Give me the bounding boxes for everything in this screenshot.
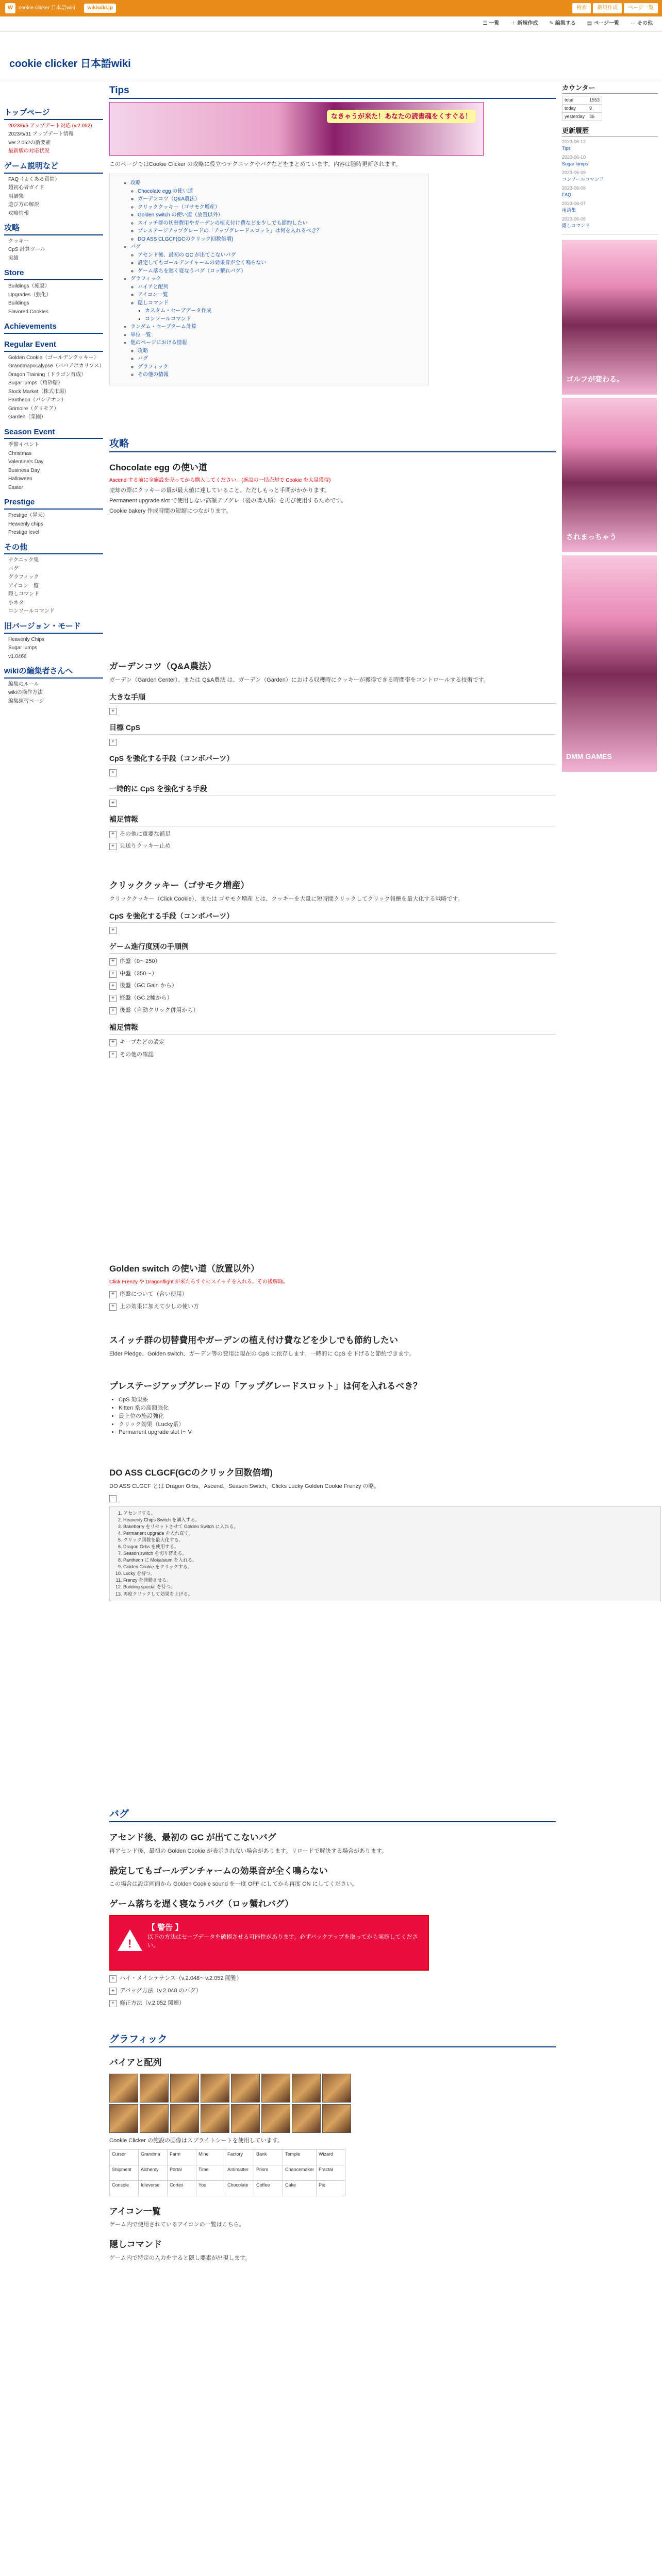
table-cell: Console [110, 2180, 139, 2196]
sprite-image [140, 2074, 169, 2103]
plus-icon[interactable]: + [109, 800, 117, 807]
nav-item[interactable]: Garden（菜園） [8, 414, 46, 420]
nav-item[interactable]: 遊び方の解説 [8, 202, 39, 208]
choc-red-text: Ascend する前に全施設を売ってから購入してください。(施設の一括売却で Cookie を大量獲得) [109, 478, 331, 484]
table-row [562, 112, 602, 121]
sprite-image [170, 2074, 199, 2103]
fold-toggle[interactable]: + 終盤（GC 2種から） [109, 994, 556, 1003]
toc-item[interactable]: • バグ ◦ アセンド後、最初の GC が出てこないバグ ◦ 設定してもゴールデンチャームの効果音が全く鳴らない ◦ ゲーム落ちを遅く寝なうバグ（ロッ蟹れバグ） [130, 244, 420, 275]
sprite-image [109, 2104, 138, 2133]
nav-item[interactable]: 隠しコマンド [8, 591, 39, 598]
toc-item[interactable]: ◦ その他の情報 [138, 371, 420, 379]
do-steps-box [109, 1506, 661, 1601]
sprite-image [201, 2104, 229, 2133]
nav-item[interactable]: Upgrades（強化） [8, 292, 52, 298]
sprite-image [140, 2104, 169, 2133]
nav-item[interactable]: Buildings [8, 300, 29, 306]
pu-list [119, 1396, 556, 1437]
table-cell: Time [196, 2165, 225, 2180]
table-cell: Mine [196, 2149, 225, 2165]
warning-text: 以下の方法はセーブデータを破損させる可能性があります。必ずバックアップを取ってから実施してください。 [147, 1934, 418, 1948]
nav-item[interactable]: Prestige level [8, 530, 40, 535]
table-cell: Alchemy [139, 2165, 168, 2180]
heading-garden: ガーデンコツ（Q&A農法） [109, 662, 217, 672]
toc-item[interactable]: ◦ バイアと配列 [138, 284, 420, 292]
toc-item[interactable]: ◦ ガーデンコツ（Q&A農法） [138, 196, 420, 204]
sprite-image [261, 2104, 290, 2133]
list-item: 4. Permanent upgrade を入れ直す。 [123, 1530, 655, 1537]
gs-red-text: Click Frenzy や Dragonflight が来たらすぐにスイッチを入れる。その後解除。 [109, 1279, 288, 1285]
list-item: 9. Golden Cookie をクリックする。 [123, 1564, 655, 1570]
heading-bug1: アセンド後、最初の GC が出てこないバグ [109, 1833, 276, 1843]
nav-item[interactable]: 季節イベント [8, 442, 39, 448]
list-item: 10. Lucky を待つ。 [123, 1570, 655, 1577]
pencil-icon[interactable]: ✎ 編集する [549, 21, 576, 27]
click-sub: CpS を強化する手段（コンボパーツ） [109, 911, 556, 923]
sprite-image [292, 2074, 321, 2103]
heading-hidden: 隠しコマンド [109, 2240, 162, 2250]
update-item[interactable]: 2023-06-08 FAQ [562, 185, 586, 198]
plus-icon[interactable]: + [109, 1039, 117, 1046]
page-list-button[interactable]: ページ一覧 [624, 3, 658, 14]
toc-item[interactable]: ◦ プレステージアップグレードの「アップグレードスロット」は何を入れるべき？ [138, 228, 420, 235]
plus-icon[interactable]: + [109, 927, 117, 934]
fold-toggle[interactable]: + 上の効果に加えて少しの使い方 [109, 1303, 556, 1311]
nav-heading-strat: 攻略 [4, 223, 103, 235]
table-cell: Idleverse [139, 2180, 168, 2196]
page-toolbar [0, 16, 662, 32]
nav-guide [4, 176, 103, 218]
wiki-title[interactable]: cookie clicker 日本語wiki [9, 58, 131, 70]
toc-item[interactable]: ◦ グラフィック [138, 364, 420, 371]
plus-icon[interactable]: + [109, 739, 117, 746]
heading-click: クリッククッキー（ゴサモク増産） [109, 880, 250, 891]
ad-tall-1[interactable]: ゴルフが変わる。 [562, 240, 657, 395]
nav-heading-top[interactable]: トップページ [4, 107, 103, 120]
list-item: 2. Heavenly Chips Switch を購入する。 [123, 1517, 655, 1523]
nav-heading-store: Store [4, 267, 103, 280]
nav-heading-guide: ゲーム説明など [4, 161, 103, 174]
toc-item[interactable]: • 単位一覧 [130, 332, 420, 340]
garden-sub: 補足情報 [109, 814, 556, 826]
toc-item[interactable]: ▪ コンソールコマンド [145, 316, 420, 324]
nav-item[interactable]: Grimoire（グリモア） [8, 405, 59, 412]
list-item: • CpS 効果系 [119, 1396, 556, 1404]
nav-item[interactable]: Sugar lumps（角砂糖） [8, 380, 63, 386]
list-item: 12. Building special を待つ。 [123, 1584, 655, 1590]
choc-text: 売却の際にクッキーの量が最大値に達していること。ただしもっと手間がかかります。 [109, 487, 330, 494]
sprite-image [322, 2104, 351, 2133]
nav-item[interactable]: Stock Market（株式市場） [8, 388, 70, 395]
bug2-text: この場合は設定画面から Golden Cookie sound を一度 OFF にしてから再度 ON にしてください。 [109, 1881, 358, 1888]
nav-item[interactable]: 超初心者ガイド [8, 185, 44, 191]
left-sidebar [4, 102, 103, 706]
nav-item[interactable]: Sugar lumps [8, 645, 38, 651]
nav-season [4, 442, 103, 492]
nav-item[interactable]: 攻略情報 [8, 210, 29, 216]
plus-icon[interactable]: + [109, 843, 117, 850]
table-cell: Bank [254, 2149, 283, 2165]
plus-icon[interactable]: + [109, 1988, 117, 1995]
ad-banner[interactable] [109, 102, 484, 156]
table-cell: You [196, 2180, 225, 2196]
garden-sub: 大きな手順 [109, 692, 556, 704]
nav-item[interactable]: Grandmapocalypse（ババアポカリプス） [8, 363, 105, 369]
fold-toggle[interactable]: + 序盤（0〜250） [109, 958, 556, 966]
nav-news [4, 123, 103, 156]
nav-item[interactable]: Heavenly Chips [8, 636, 45, 642]
table-cell: Factory [225, 2149, 254, 2165]
fold-toggle[interactable]: + キーブなどの設定 [109, 1039, 556, 1047]
nav-item[interactable]: Dragon Training（ドラゴン育成） [8, 371, 87, 378]
sprite-image [292, 2104, 321, 2133]
update-item[interactable]: 2023-06-12 Tips [562, 139, 586, 151]
counter-table [562, 96, 602, 121]
toc-item[interactable]: • 他のページにおける情報 ◦ 攻略 ◦ バグ ◦ グラフィック ◦ その他の情報 [130, 340, 420, 379]
update-item[interactable]: 2023-06-06 隠しコマンド [562, 216, 590, 229]
icons-text: ゲーム内で使用されているアイコンの一覧はこちら。 [109, 2222, 245, 2228]
plus-icon[interactable]: + [109, 2000, 117, 2007]
table-row [110, 2165, 345, 2180]
sprite-image [109, 2074, 138, 2103]
table-cell: Fractal [317, 2165, 345, 2180]
garden-sub: 一時的に CpS を強化する手段 [109, 784, 556, 795]
dots-icon[interactable]: ⋯ その他 [631, 21, 653, 27]
toc-item[interactable]: ◦ アセンド後、最初の GC が出てこないバグ [138, 252, 420, 260]
table-cell: Coffee [254, 2180, 283, 2196]
table-cell: Cursor [110, 2149, 139, 2165]
names-table [109, 2149, 345, 2196]
fold-toggle[interactable] [109, 708, 556, 715]
nav-item[interactable]: 用語集 [8, 193, 24, 199]
plus-icon[interactable]: + [109, 1007, 117, 1014]
table-cell: 1553 [587, 96, 602, 104]
table-cell: Shipment [110, 2165, 139, 2180]
wikiwiki-badge[interactable]: wikiwiki.jp [84, 4, 115, 13]
table-row [110, 2149, 345, 2165]
nav-item[interactable]: Business Day [8, 467, 40, 473]
garden-sub: CpS を強化する手段（コンボパーツ） [109, 753, 556, 765]
nav-heading-prestige: Prestige [4, 497, 103, 510]
nav-item[interactable]: v1.0466 [8, 653, 27, 659]
nav-item[interactable]: Pantheon（パンテオン） [8, 397, 67, 403]
main-content [109, 83, 556, 2265]
plus-icon[interactable]: + [109, 995, 117, 1002]
switch-text: Elder Pledge、Golden switch、ガーデン等の費用は現在の CpS に依存します。一時的に CpS を下げると節約できます。 [109, 1351, 415, 1358]
fold-toggle[interactable]: + 中盤（250〜） [109, 970, 556, 978]
plus-icon[interactable]: + [109, 958, 117, 965]
table-cell: Farm [168, 2149, 196, 2165]
page-title: Tips [109, 83, 556, 99]
table-cell: today [562, 104, 587, 112]
table-cell: total [562, 96, 587, 104]
sprite-image [322, 2074, 351, 2103]
warning-title: 【 警告 】 [147, 1923, 183, 1932]
banner-text: なきゃうが来た！あなたの読書魂をくすぐる！ [327, 110, 476, 124]
table-cell: Grandma [139, 2149, 168, 2165]
heading-bug2: 設定してもゴールデンチャームの効果音が全く鳴らない [109, 1866, 328, 1876]
table-cell: Wizard [317, 2149, 345, 2165]
nav-old [4, 636, 103, 661]
table-row [562, 96, 602, 104]
section-bug: バグ [109, 1807, 556, 1823]
plus-icon[interactable]: + [109, 1975, 117, 1982]
nav-item[interactable]: クッキー [8, 238, 29, 244]
ad-tall-3[interactable]: DMM GAMES [562, 555, 657, 772]
garden-sub: 目標 CpS [109, 722, 556, 734]
top-tools [572, 3, 662, 14]
plus-icon[interactable]: + [109, 982, 117, 990]
plus-icon[interactable]: + [109, 1291, 117, 1298]
toc-item[interactable]: • ランダム・セーブターム計算 [130, 324, 420, 331]
nav-item[interactable]: Easter [8, 484, 23, 490]
nav-item[interactable]: テクニック集 [8, 557, 39, 564]
minus-icon[interactable]: − [109, 1495, 117, 1502]
plus-icon[interactable]: + [109, 971, 117, 978]
search-button[interactable]: 検索 [572, 3, 591, 14]
fold-toggle[interactable] [109, 769, 556, 776]
divider [562, 234, 658, 235]
toc-item[interactable]: • グラフィック ◦ バイアと配列 ◦ アイコン一覧 ◦ 隠しコマンド ▪ カスタム・セーブデータ作成 ▪ コンソールコマンド [130, 276, 420, 323]
update-item[interactable]: 2023-06-10 Sugar lumps [562, 154, 588, 166]
sprite-image [231, 2104, 260, 2133]
nav-heading-season: Season Event [4, 427, 103, 439]
toc-item[interactable]: ◦ Golden switch の使い道（放置以外） [138, 212, 420, 219]
doc-icon[interactable]: ▤ ページ一覧 [587, 21, 619, 27]
nav-item[interactable]: Buildings（施設） [8, 283, 50, 289]
fold-toggle[interactable]: + デバッグ方法（v.2.048 のバグ） [109, 1987, 556, 1995]
new-page-button[interactable]: 新規作成 [593, 3, 622, 14]
section-strat: 攻略 [109, 437, 556, 452]
fold-toggle[interactable] [109, 739, 556, 746]
list-item: • Permanent upgrade slot I〜V [119, 1429, 556, 1437]
nav-item[interactable]: 編集練習ページ [8, 698, 44, 704]
updates-title: 更新履歴 [562, 126, 658, 137]
nav-item[interactable]: Valentine's Day [8, 459, 44, 465]
toolbar-icons [483, 20, 662, 28]
table-cell: Temple [283, 2149, 317, 2165]
nav-heading-edit: wikiの編集者さんへ [4, 666, 103, 679]
sprite-image [231, 2074, 260, 2103]
list-item: • Kitten 系の高額強化 [119, 1404, 556, 1413]
nav-item[interactable]: wikiの操作方法 [8, 690, 43, 696]
toc-item[interactable]: ◦ クリッククッキー（ゴサモク増産） [138, 204, 420, 212]
intro-text: このページではCookie Clicker の攻略に役立つテクニックやバグなどをまとめています。内容は随時更新されます。 [109, 161, 401, 167]
nav-item[interactable]: Heavenly chips [8, 521, 43, 527]
nav-store [4, 283, 103, 316]
bug1-text: 再アセンド後、最初の Golden Cookie が表示されない場合があります。リロードで解決する場合があります。 [109, 1848, 388, 1854]
nav-item[interactable]: Ver.2.052の新要素 [8, 140, 51, 146]
plus-icon[interactable]: + [109, 769, 117, 776]
toc-item[interactable]: ▪ カスタム・セーブデータ作成 [145, 308, 420, 315]
table-of-contents [109, 174, 429, 385]
fold-toggle[interactable]: + 修正方法（v.2.052 関連） [109, 1999, 556, 2008]
gfx-text: Cookie Clicker の施設の画像はスプライトシートを使用しています。 [109, 2137, 283, 2144]
do-text: DO ASS CLGCF とは Dragon Orbs、Ascend、Season Switch、Clicks Lucky Golden Cookie Frenzy の略。 [109, 1483, 380, 1490]
counter-title: カウンター [562, 83, 658, 94]
warning-box [109, 1915, 429, 1971]
site-logo[interactable] [0, 3, 80, 13]
update-item[interactable]: 2023-06-09 コンソールコマンド [562, 170, 604, 182]
toc-item[interactable]: ◦ バグ [138, 355, 420, 363]
ad-tall-2[interactable]: されまっちゃう [562, 398, 657, 552]
warning-icon [118, 1929, 142, 1951]
fold-toggle[interactable]: + 序盤について（合い使用） [109, 1291, 556, 1299]
list-item: 3. Bakeberry をリセットさせて Golden Switch に入れる。 [123, 1523, 655, 1530]
table-cell: Cortex [168, 2180, 196, 2196]
table-row [562, 104, 602, 112]
list-item: 6. Dragon Orbs を使用する。 [123, 1544, 655, 1550]
fold-toggle[interactable]: + ハイ・メインテナンス（v.2.048〜v.2.052 閲覧） [109, 1975, 556, 1983]
table-cell: yesterday [562, 112, 587, 121]
heading-gfx-sub: バイアと配列 [109, 2058, 162, 2068]
plus-icon[interactable]: + [109, 831, 117, 838]
nav-item[interactable]: 小ネタ [8, 600, 24, 606]
heading-switch: スイッチ群の切替費用やガーデンの植え付け費などを少しでも節約したい [109, 1335, 398, 1346]
nav-item[interactable]: バグ [8, 566, 19, 572]
toc-item[interactable]: ◦ 攻略 [138, 348, 420, 355]
table-row [110, 2180, 345, 2196]
nav-item[interactable]: コンソールコマンド [8, 608, 55, 615]
table-cell: 36 [587, 112, 602, 121]
table-cell: Portal [168, 2165, 196, 2180]
heading-icons: アイコン一覧 [109, 2206, 161, 2216]
fold-toggle[interactable]: + 後盤（GC Gain から） [109, 982, 556, 990]
fold-toggle[interactable]: + 見送りクッキー止め [109, 842, 556, 851]
sprite-image [170, 2104, 199, 2133]
top-bar [0, 0, 662, 16]
list-item: 7. Season switch を切り替える。 [123, 1550, 655, 1557]
click-sub: 補足情報 [109, 1022, 556, 1034]
garden-text: ガーデン（Garden Center）、または Q&A農法 は、ガーデン（Garden）における収穫時にクッキーが獲得できる時間帯をコントロールする技術です。 [109, 677, 489, 684]
list-item: 8. Pantheon に Mokalsium を入れる。 [123, 1557, 655, 1564]
nav-item[interactable]: 2023/6/5 アップデート対応 (v.2.052) [8, 123, 92, 129]
nav-heading-misc: その他 [4, 542, 103, 555]
table-cell: Prism [254, 2165, 283, 2180]
toc-item[interactable]: ◦ 設定してもゴールデンチャームの効果音が全く鳴らない [138, 260, 420, 267]
nav-item[interactable]: グラフィック [8, 574, 39, 581]
fold-toggle[interactable]: + 後盤（自動クリック併用から） [109, 1007, 556, 1015]
click-text: クリッククッキー（Click Cookie）、または ゴサモク増産 とは、クッキーを大量に短時間クリックしてクリック報酬を最大化する戦略です。 [109, 896, 464, 903]
hidden-text: ゲーム内で特定の入力をすると隠し要素が出現します。 [109, 2255, 251, 2262]
nav-prestige [4, 512, 103, 537]
nav-item[interactable]: Halloween [8, 476, 32, 482]
nav-item[interactable]: 実績 [8, 255, 19, 261]
heading-choc: Chocolate egg の使い道 [109, 462, 207, 472]
list-icon[interactable]: ☰ 一覧 [483, 21, 500, 27]
click-sub: ゲーム進行度別の手順例 [109, 941, 556, 953]
table-cell: Pie [317, 2180, 345, 2196]
table-cell: Chancemaker [283, 2165, 317, 2180]
toc-item[interactable]: • 攻略 ◦ Chocolate egg の使い道 ◦ ガーデンコツ（Q&A農法） ◦ クリッククッキー（ゴサモク増産） ◦ Golden switch の使い道（放置以外） ◦ スイッチ群の切替費用やガーデンの植え付け費などを少しでも節約したい ◦ プレステージアップグレードの「アップグレードスロット」は何を入れるべき？ ◦ DO ASS CLGCF(GCのクリック回数倍増) [130, 180, 420, 243]
heading-bug3: ゲーム落ちを遅く寝なうバグ（ロッ蟹れバグ） [109, 1899, 294, 1909]
fold-toggle[interactable]: + その他の確認 [109, 1051, 556, 1059]
building-sprite-grid [109, 2074, 556, 2133]
list-item: 5. クリック回数を最大化する。 [123, 1537, 655, 1544]
plus-icon[interactable]: + [109, 708, 117, 715]
wiki-icon: W [5, 3, 15, 13]
toc-item[interactable]: ◦ スイッチ群の切替費用やガーデンの植え付け費などを少しでも節約したい [138, 220, 420, 228]
section-gfx: グラフィック [109, 2032, 556, 2048]
nav-item[interactable]: Flavored Cookies [8, 309, 48, 315]
list-item: • 最上位の施設強化 [119, 1413, 556, 1421]
nav-item[interactable]: 編集のルール [8, 681, 39, 687]
nav-strat [4, 238, 103, 263]
nav-item[interactable]: Golden Cookie（ゴールデンクッキー） [8, 354, 99, 361]
choc-text: Cookie bakery 作成時間の短縮につながります。 [109, 507, 232, 514]
page-header [0, 32, 662, 79]
heading-pu: プレステージアップグレードの「アップグレードスロット」は何を入れるべき？ [109, 1381, 422, 1392]
list-item: 11. Frenzy を発動させる。 [123, 1577, 655, 1584]
list-item: 1. アセンドする。 [123, 1510, 655, 1517]
table-cell: 9 [587, 104, 602, 112]
plus-icon[interactable]: ＋ 新規作成 [510, 21, 538, 27]
fold-toggle[interactable] [109, 800, 556, 807]
plus-icon[interactable]: + [109, 1051, 117, 1058]
fold-toggle[interactable] [109, 1495, 556, 1502]
toc-item[interactable]: ◦ Chocolate egg の使い道 [138, 188, 420, 196]
nav-heading-ach[interactable]: Achievements [4, 321, 103, 334]
nav-item[interactable]: アイコン一覧 [8, 583, 39, 589]
nav-item[interactable]: CpS 計算ツール [8, 247, 46, 253]
heading-gs: Golden switch の使い道（放置以外） [109, 1264, 259, 1274]
table-cell: Antimatter [225, 2165, 254, 2180]
nav-item[interactable]: Christmas [8, 450, 32, 456]
nav-heading-events: Regular Event [4, 339, 103, 352]
fold-toggle[interactable] [109, 927, 556, 934]
sprite-image [201, 2074, 229, 2103]
nav-events [4, 354, 103, 421]
toc-item[interactable]: ◦ ゲーム落ちを遅く寝なうバグ（ロッ蟹れバグ） [138, 268, 420, 276]
toc-item[interactable]: ◦ アイコン一覧 [138, 292, 420, 299]
nav-item[interactable]: 最新版の対応状況 [8, 148, 49, 155]
right-sidebar [562, 83, 658, 775]
nav-item[interactable]: FAQ（よくある質問） [8, 176, 60, 182]
toc-item[interactable]: ◦ 隠しコマンド ▪ カスタム・セーブデータ作成 ▪ コンソールコマンド [138, 300, 420, 324]
nav-item[interactable]: 2023/5/31 アップデート情報 [8, 131, 74, 138]
plus-icon[interactable]: + [109, 1303, 117, 1311]
choc-text: Permanent upgrade slot で使用しない高額アプグレ（後の購入順）を再び使用するためです。 [109, 497, 347, 504]
heading-do: DO ASS CLGCF(GCのクリック回数倍増) [109, 1468, 273, 1478]
table-cell: Cake [283, 2180, 317, 2196]
sprite-image [261, 2074, 290, 2103]
toc-item[interactable]: ◦ DO ASS CLGCF(GCのクリック回数倍増) [138, 236, 420, 244]
site-name: cookie clicker 日本語wiki [19, 5, 75, 11]
table-cell: Chocolate [225, 2180, 254, 2196]
nav-item[interactable]: Prestige（昇天） [8, 513, 48, 518]
update-item[interactable]: 2023-06-07 用語集 [562, 201, 586, 213]
list-item: • クリック効果（Lucky系） [119, 1421, 556, 1429]
nav-misc [4, 557, 103, 616]
nav-edit [4, 681, 103, 706]
nav-heading-old: 旧バージョン・モード [4, 621, 103, 634]
list-item: 13. 再度クリックして効果を上げる。 [123, 1591, 655, 1598]
fold-toggle[interactable]: + その他に重要な補足 [109, 831, 556, 839]
